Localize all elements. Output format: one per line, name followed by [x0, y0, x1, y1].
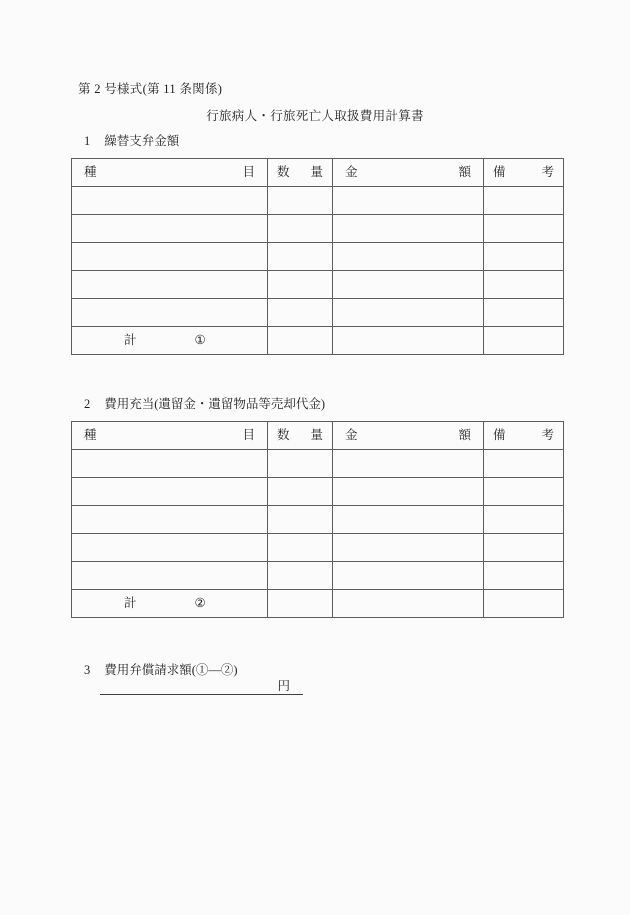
advance-payment-table — [71, 158, 564, 355]
empty-cell — [268, 187, 333, 215]
total-label-cell — [72, 590, 268, 618]
section-2-number: 2 — [84, 397, 91, 411]
header-remarks-left: 備 — [493, 164, 506, 179]
empty-cell — [333, 271, 484, 299]
total-label: 計 — [124, 332, 137, 347]
empty-cell — [268, 478, 333, 506]
empty-cell — [484, 506, 564, 534]
section-3-number: 3 — [84, 663, 91, 677]
table-row — [72, 534, 564, 562]
header-cell-remarks — [484, 159, 564, 187]
empty-cell — [333, 590, 484, 618]
empty-cell — [268, 271, 333, 299]
empty-cell — [72, 478, 268, 506]
header-item-right: 目 — [242, 164, 255, 179]
header-item-left: 種 — [84, 427, 97, 442]
empty-cell — [72, 187, 268, 215]
empty-cell — [72, 243, 268, 271]
empty-cell — [484, 327, 564, 355]
table-row — [72, 299, 564, 327]
empty-cell — [268, 299, 333, 327]
table-row — [72, 478, 564, 506]
header-cell-remarks — [484, 422, 564, 450]
table-total-row — [72, 590, 564, 618]
header-cell-item — [72, 159, 268, 187]
empty-cell — [268, 562, 333, 590]
empty-cell — [268, 327, 333, 355]
table-row — [72, 243, 564, 271]
empty-cell — [484, 187, 564, 215]
empty-cell — [484, 243, 564, 271]
header-quantity-right: 量 — [310, 427, 323, 442]
empty-cell — [333, 478, 484, 506]
header-cell-amount — [333, 422, 484, 450]
empty-cell — [333, 562, 484, 590]
empty-cell — [72, 506, 268, 534]
section-2-label: 費用充当(遺留金・遺留物品等売却代金) — [104, 397, 326, 411]
empty-cell — [72, 534, 268, 562]
section-1-heading — [84, 134, 179, 150]
section-1-label: 繰替支弁金額 — [104, 134, 180, 148]
header-amount-left: 金 — [345, 427, 358, 442]
empty-cell — [333, 327, 484, 355]
empty-cell — [72, 562, 268, 590]
header-amount-left: 金 — [345, 164, 358, 179]
table-row — [72, 562, 564, 590]
form-number: 第 2 号様式(第 11 条関係) — [78, 82, 223, 96]
total-label-cell — [72, 327, 268, 355]
header-cell-item — [72, 422, 268, 450]
empty-cell — [268, 215, 333, 243]
total-mark-2: ② — [194, 595, 206, 610]
empty-cell — [484, 562, 564, 590]
empty-cell — [72, 450, 268, 478]
section-3-label: 費用弁償請求額(①―②) — [104, 663, 238, 677]
section-2-heading — [84, 397, 325, 413]
table-row — [72, 187, 564, 215]
empty-cell — [333, 215, 484, 243]
cost-appropriation-table — [71, 421, 564, 618]
table-total-row — [72, 327, 564, 355]
total-mark-1: ① — [194, 332, 206, 347]
header-cell-quantity — [268, 159, 333, 187]
table-header-row — [72, 159, 564, 187]
currency-yen-label: 円 — [277, 679, 290, 693]
empty-cell — [484, 478, 564, 506]
header-cell-quantity — [268, 422, 333, 450]
empty-cell — [484, 271, 564, 299]
empty-cell — [484, 590, 564, 618]
empty-cell — [333, 299, 484, 327]
table-row — [72, 271, 564, 299]
section-3-heading — [84, 663, 238, 679]
empty-cell — [268, 534, 333, 562]
table-row — [72, 215, 564, 243]
empty-cell — [72, 299, 268, 327]
total-label: 計 — [124, 595, 137, 610]
empty-cell — [333, 187, 484, 215]
empty-cell — [268, 243, 333, 271]
claim-amount-blank-line — [100, 679, 303, 695]
empty-cell — [333, 450, 484, 478]
empty-cell — [484, 450, 564, 478]
table-header-row — [72, 422, 564, 450]
empty-cell — [333, 534, 484, 562]
header-amount-right: 額 — [458, 427, 471, 442]
header-cell-amount — [333, 159, 484, 187]
empty-cell — [72, 215, 268, 243]
document-title: 行旅病人・行旅死亡人取扱費用計算書 — [206, 109, 424, 123]
table-row — [72, 506, 564, 534]
header-remarks-right: 考 — [541, 164, 554, 179]
empty-cell — [333, 243, 484, 271]
empty-cell — [484, 534, 564, 562]
empty-cell — [484, 215, 564, 243]
header-quantity-left: 数 — [277, 164, 290, 179]
empty-cell — [484, 299, 564, 327]
header-remarks-right: 考 — [541, 427, 554, 442]
header-quantity-left: 数 — [277, 427, 290, 442]
header-amount-right: 額 — [458, 164, 471, 179]
header-quantity-right: 量 — [310, 164, 323, 179]
header-item-left: 種 — [84, 164, 97, 179]
header-remarks-left: 備 — [493, 427, 506, 442]
table-row — [72, 450, 564, 478]
header-item-right: 目 — [242, 427, 255, 442]
section-1-number: 1 — [84, 134, 91, 148]
empty-cell — [268, 506, 333, 534]
empty-cell — [268, 590, 333, 618]
empty-cell — [333, 506, 484, 534]
empty-cell — [268, 450, 333, 478]
empty-cell — [72, 271, 268, 299]
